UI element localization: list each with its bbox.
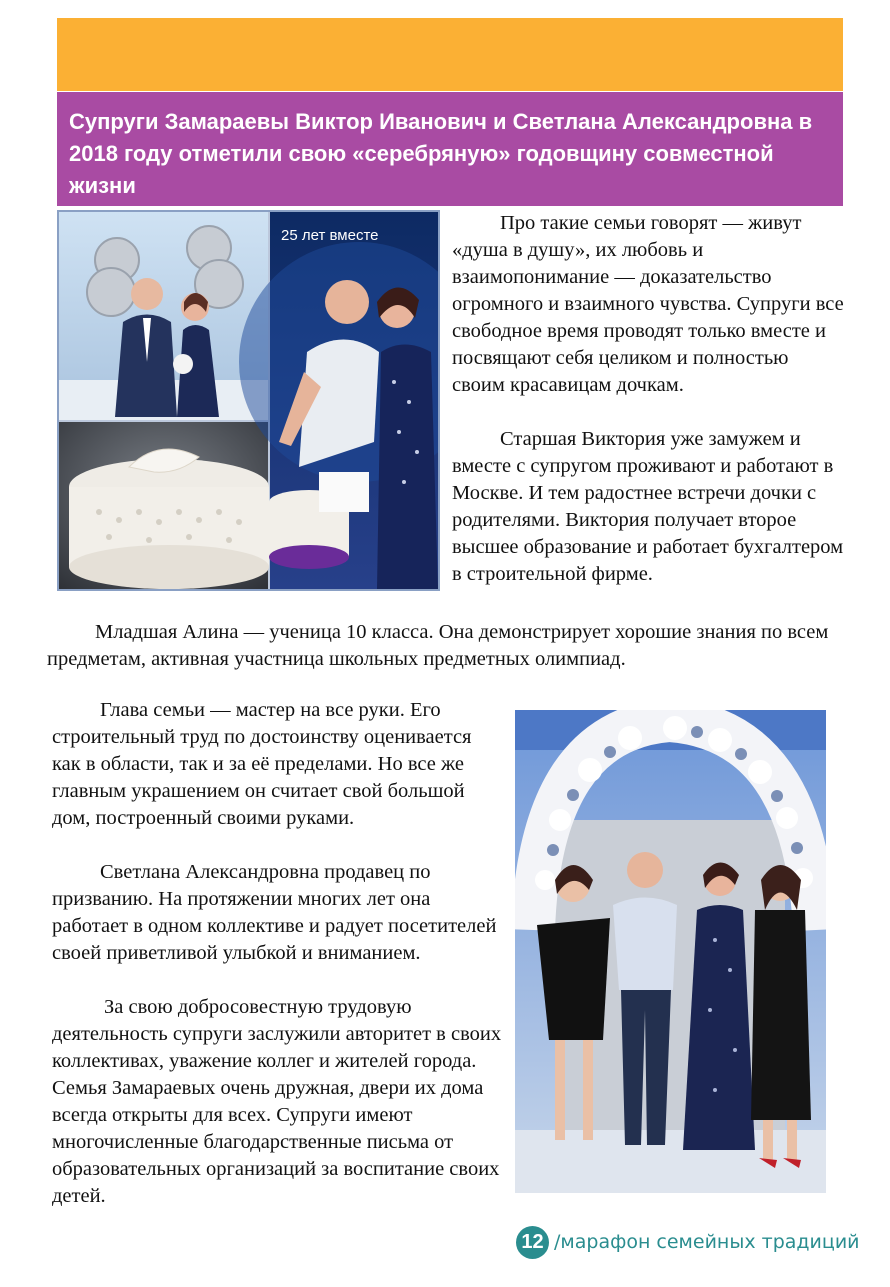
footer-label: /марафон семейных традиций: [554, 1231, 860, 1253]
paragraph-6: За свою добросовестную трудовую деятельность супруги заслужили авторитет в своих коллективах, уважение коллег и жителей города. Семья Замараевых очень дружная, двери их дома всегда открыты для всех. Супруги имеют многочисленные благодарственные письма от образовательных организаций за воспитание своих детей.: [52, 996, 502, 1207]
collage-illustration: [59, 212, 438, 589]
paragraph-3: Младшая Алина — ученица 10 класса. Она демонстрирует хорошие знания по всем предметам, активная участница школьных предметных олимпиад.: [47, 621, 829, 670]
headline: Супруги Замараевы Виктор Иванович и Светлана Александровна в 2018 году отметили свою «серебряную» годовщину совместной жизни: [69, 109, 813, 198]
paragraph-2: Старшая Виктория уже замужем и вместе с супругом проживают и работают в Москве. И тем радостнее встречи дочки с родителями. Виктория получает второе высшее образование и работает бухгалтером в строительной фирме.: [452, 428, 844, 585]
top-accent-bar: [57, 18, 843, 91]
paragraph-5: Светлана Александровна продавец по призванию. На протяжении многих лет она работает в одном коллективе и радует посетителей своей приветливой улыбкой и вниманием.: [52, 861, 497, 964]
collage-caption: 25 лет вместе: [281, 227, 379, 244]
paragraph-1: Про такие семьи говорят — живут «душа в душу», их любовь и взаимопонимание — доказательство огромного и взаимного чувства. Супруги все свободное время проводят только вместе и посвящают себя целиком и полностью своим красавицам дочкам.: [452, 212, 844, 396]
paragraph-4: Глава семьи — мастер на все руки. Его строительный труд по достоинству оценивается как в области, так и за её пределами. Но все же главным украшением он считает свой большой дом, построенный своими руками.: [52, 699, 472, 829]
family-photo-illustration: [515, 710, 826, 1193]
page-number: 12: [516, 1226, 549, 1259]
anniversary-photo-collage: [57, 210, 440, 591]
page-footer: [516, 1226, 860, 1258]
headline-banner: [57, 92, 843, 206]
family-photo: [515, 710, 826, 1193]
